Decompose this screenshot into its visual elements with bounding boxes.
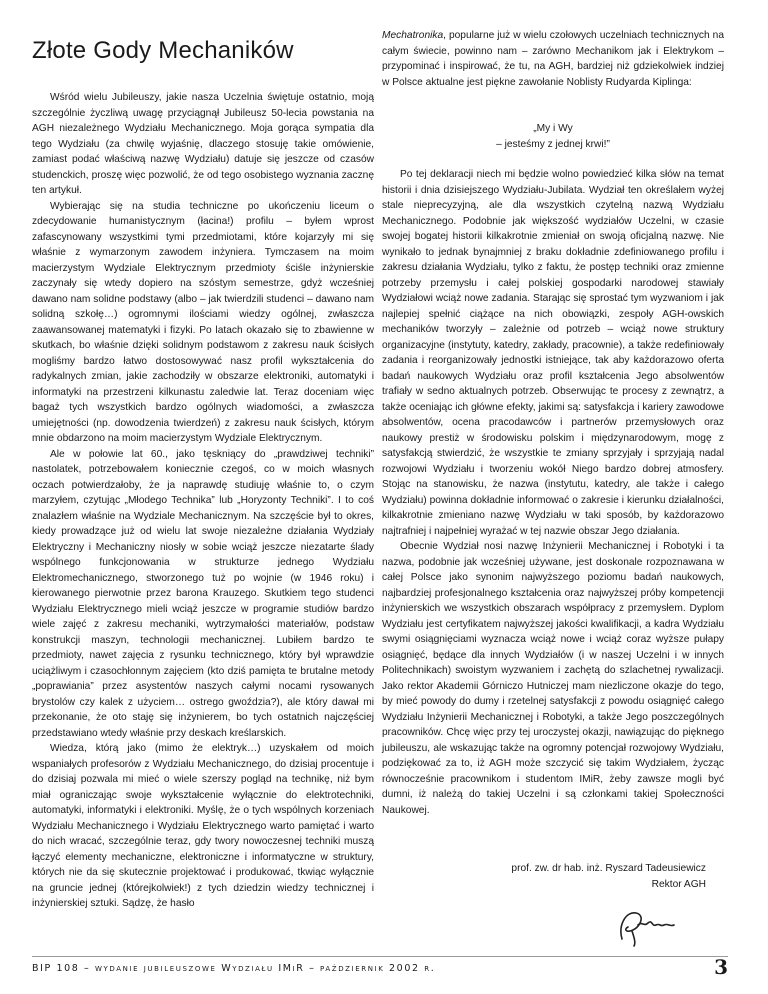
left-paragraph-1: Wśród wielu Jubileuszy, jakie nasza Uczelnia świętuje ostatnio, moją szczególnie życzliwą uwagę przyciągnął Jubileusz 50-lecia powstania na AGH niezależnego Wydziału Mechanicznego. Moja gorąca sympatia dla tego Wydziału (za chwilę wyjaśnię, dlaczego stosuję takie omówienie, zamiast podać właściwą nazwę Wydziału) datuje się jeszcze od czasów studenckich, proszę więc pozwolić, że od tego osobistego wyznania zacznę ten artykuł. xyxy=(32,92,374,196)
author-name: prof. zw. dr hab. inż. Ryszard Tadeusiewicz xyxy=(511,863,706,874)
footer-rule xyxy=(32,956,728,957)
motto-line-1: „My i Wy xyxy=(533,123,573,134)
handwritten-signature xyxy=(612,905,684,947)
left-paragraph-2: Wybierając się na studia techniczne po ukończeniu liceum o zdecydowanie humanistycznym (łacina!) profilu – byłem wprost zafascynowany wszystkimi tymi przedmiotami, które kojarzyły mi się właśnie z wymarzonym zawodem inżyniera. Tymczasem na moim macierzystym Wydziale Elektrycznym przedmioty ściśle inżynierskie zaczynały się wtedy dopiero na szóstym semestrze, gdyż wcześniej dawano nam solidne podstawy (albo – jak twierdzili studenci – dawano nam solidną szkołę…) ogromnymi ilościami wiedzy ogólnej, zwłaszcza zaawansowanej matematyki i fizyki. Po latach okazało się to zbawienne w skutkach, bo właśnie dzięki solidnym podstawom z zakresu nauk ścisłych mogliśmy bardzo łatwo dostosowywać nasz profil wykształcenia do radykalnych zmian, jakie zachodziły w obszarze elektroniki, automatyki i informatyki na przestrzeni kilkunastu zaledwie lat. Teraz doceniam więc bagaż tych wszystkich bardzo ogólnych wiadomości, a zwłaszcza umiejętności (np. dowodzenia twierdzeń) z zakresu nauk ścisłych, którym mnie obdarzono na moim macierzystym Wydziale Elektrycznym. xyxy=(32,200,374,444)
footer-publication-info: BIP 108 – wydanie jubileuszowe Wydziału IMiR – październik 2002 r. xyxy=(32,963,436,974)
right-intro-paragraph xyxy=(382,28,724,90)
author-title: Rektor AGH xyxy=(651,879,706,890)
author-signature-block xyxy=(382,861,706,893)
article-title: Złote Gody Mechaników xyxy=(32,37,294,64)
page-number: 3 xyxy=(714,955,728,979)
kipling-motto xyxy=(382,121,724,152)
right-paragraph-2: Obecnie Wydział nosi nazwę Inżynierii Mechanicznej i Robotyki i ta nazwa, podobnie jak wcześniej używane, jest doskonale rozpoznawana w całej Polsce jako synonim najwyższego poziomu badań naukowych, najbardziej profesjonalnego kształcenia oraz najwyższej próby kompetencji inżynierskich we wszystkich obszarach współpracy z przemysłem. Dyplom Wydziału jest certyfikatem najwyższej jakości kwalifikacji, a kadra Wydziału swymi osiągnięciami wyznacza wciąż nowe i wciąż coraz wyższe pułapy osiągnięć, będące dla innych Wydziałów (i w naszej Uczelni i w innych Politechnikach) swoistym wyzwaniem i zachętą do szlachetnej rywalizacji. Jako rektor Akademii Górniczo Hutniczej mam niezliczone okazje do tego, by mieć powody do dumy i rzetelnej satysfakcji z powodu osiągnięć całego Wydziału Inżynierii Mechanicznej i Robotyki, a także Jego poszczególnych pracowników. Chcę więc przy tej uroczystej okazji, nawiązując do pięknego jubileuszu, ale wskazując także na ogromny potencjał rozwojowy Wydziału, podziękować za to, iż AGH może szczycić się takim Wydziałem, życząc równocześnie pracownikom i studentom IMiR, żeby zawsze mogli być dumni, iż należą do takiej Uczelni i są członkami takiej Społeczności Naukowej. xyxy=(382,541,724,816)
mechatronika-term: Mechatronika xyxy=(382,30,444,41)
left-paragraph-3: Ale w połowie lat 60., jako tęskniący do „prawdziwej techniki” nastolatek, potrzebowałem koniecznie czegoś, co w moich własnych oczach potwierdzałoby, że ja naprawdę studiuję właśnie to, o czym marzyłem, czytując „Młodego Technika” lub „Horyzonty Techniki”. I to coś znalazłem właśnie na Wydziale Mechanicznym. Na szczęście był to okres, kiedy prowadzące już od wielu lat swoje niezależne działania Wydziały Elektryczny i Mechaniczny niosły w sobie wciąż jeszcze niezatarte ślady wspólnego funkcjonowania w strukturze jednego Wydziału Elektromechanicznego, stworzonego tuż po wojnie (w 1946 roku) i kierowanego pierwotnie przez barona Krauzego. Skutkiem tego studenci Wydziału Elektrycznego mieli wciąż jeszcze w programie studiów bardzo wiele zajęć z zakresu mechaniki, wytrzymałości materiałów, podstaw konstrukcji maszyn, technologii mechanicznej. Lubiłem bardzo te przedmioty, nawet zajęcia z rysunku technicznego, który był wprawdzie uciążliwym i czasochłonnym zajęciem (kto dziś pamięta te brutalne metody „poprawiania” przez asystentów naszych całymi nocami rysowanych brystolów czy kalek z użyciem… ostrego gwoździa?), ale który dawał mi przekonanie, że oto staję się inżynierem, bo tych ostatnich najczęściej przedstawiano wtedy właśnie przy deskach kreślarskich. xyxy=(32,448,374,739)
motto-line-2: – jesteśmy z jednej krwi!” xyxy=(496,138,610,150)
right-intro-text: , popularne już w wielu czołowych uczelniach technicznych na całym świecie, powinno nam – zarówno Mechanikom jak i Elektrykom – przypominać i inspirować, że tu, na AGH, bardziej niż gdziekolwiek indziej w Polsce aktualne jest piękne zawołanie Noblisty Rudyarda Kiplinga: xyxy=(382,30,724,88)
left-paragraph-4: Wiedza, którą jako (mimo że elektryk…) uzyskałem od moich wspaniałych profesorów z Wydziału Mechanicznego, do dzisiaj procentuje i do dzisiaj pozwala mi mieć o wiele szerszy pogląd na technikę, niż bym miał ograniczając swoje wykształcenie wyłącznie do elektrotechniki, automatyki, informatyki i elektroniki. Myślę, że o tych wspólnych korzeniach Wydziału Mechanicznego i Wydziału Elektrycznego warto pamiętać i warto do nich wracać, szczególnie teraz, gdy twory nowoczesnej techniki muszą łączyć elementy mechaniczne, elektroniczne i informatyczne w struktury, których nie da się skutecznie projektować i produkować, tkwiąc wyłącznie na gruncie jednej (którejkolwiek!) z tych dziedzin wiedzy technicznej i inżynierskiej sztuki. Sądzę, że hasło xyxy=(32,743,374,909)
right-paragraph-1: Po tej deklaracji niech mi będzie wolno powiedzieć kilka słów na temat historii i dnia dzisiejszego Wydziału-Jubilata. Wydział ten określałem wyżej stale nieprecyzyjną, ale dla wszystkich czytelną nazwą Wydziału Mechanicznego. Podobnie jak większość wydziałów Uczelni, w czasie swojej bogatej historii kilkakrotnie zmieniał on swoją oficjalną nazwę. Nie wynikało to jednak bynajmniej z braku dokładnie zdefiniowanego profilu i zakresu działania Wydziału, tylko z faktu, że postęp techniki oraz zmienne potrzeby przemysłu i całej polskiej gospodarki narodowej stawiały Wydziałowi wciąż nowe zadania. Starając się sprostać tym wyzwaniom i jak najlepiej spełnić ciążące na nich obowiązki, zespoły AGH-owskich mechaników tworzyły – zależnie od potrzeb – wciąż nowe struktury organizacyjne (instytuty, katedry, zakłady, pracownie), a także redefiniowały zadania i reorganizowały jednostki istniejące, tak aby każdorazowo oferta badań naukowych Wydziału oraz profil kształcenia Jego absolwentów trafiały w sedno aktualnych potrzeb. Obserwując te procesy z zewnątrz, a także oceniając ich główne efekty, jakimi są: satysfakcja i kariery zawodowe absolwentów, ocena pracodawców i partnerów przemysłowych oraz naukowy prestiż w środowisku polskim i międzynarodowym, mogę z satysfakcją stwierdzić, że wszystkie te zmiany sprzyjały i sprzyjają nadal rozwojowi Wydziału i tworzeniu wokół Niego bardzo dobrej atmosfery. Stojąc na stanowisku, że nazwa (instytutu, katedry, ale także i całego Wydziału) powinna dokładnie informować o zakresie i kierunku działalności, kilkakrotnie zmieniano nazwę Wydziału w taki sposób, by każdorazowo najtrafniej i najpełniej wyrażać w tej nazwie obszar Jego działania. xyxy=(382,169,724,537)
